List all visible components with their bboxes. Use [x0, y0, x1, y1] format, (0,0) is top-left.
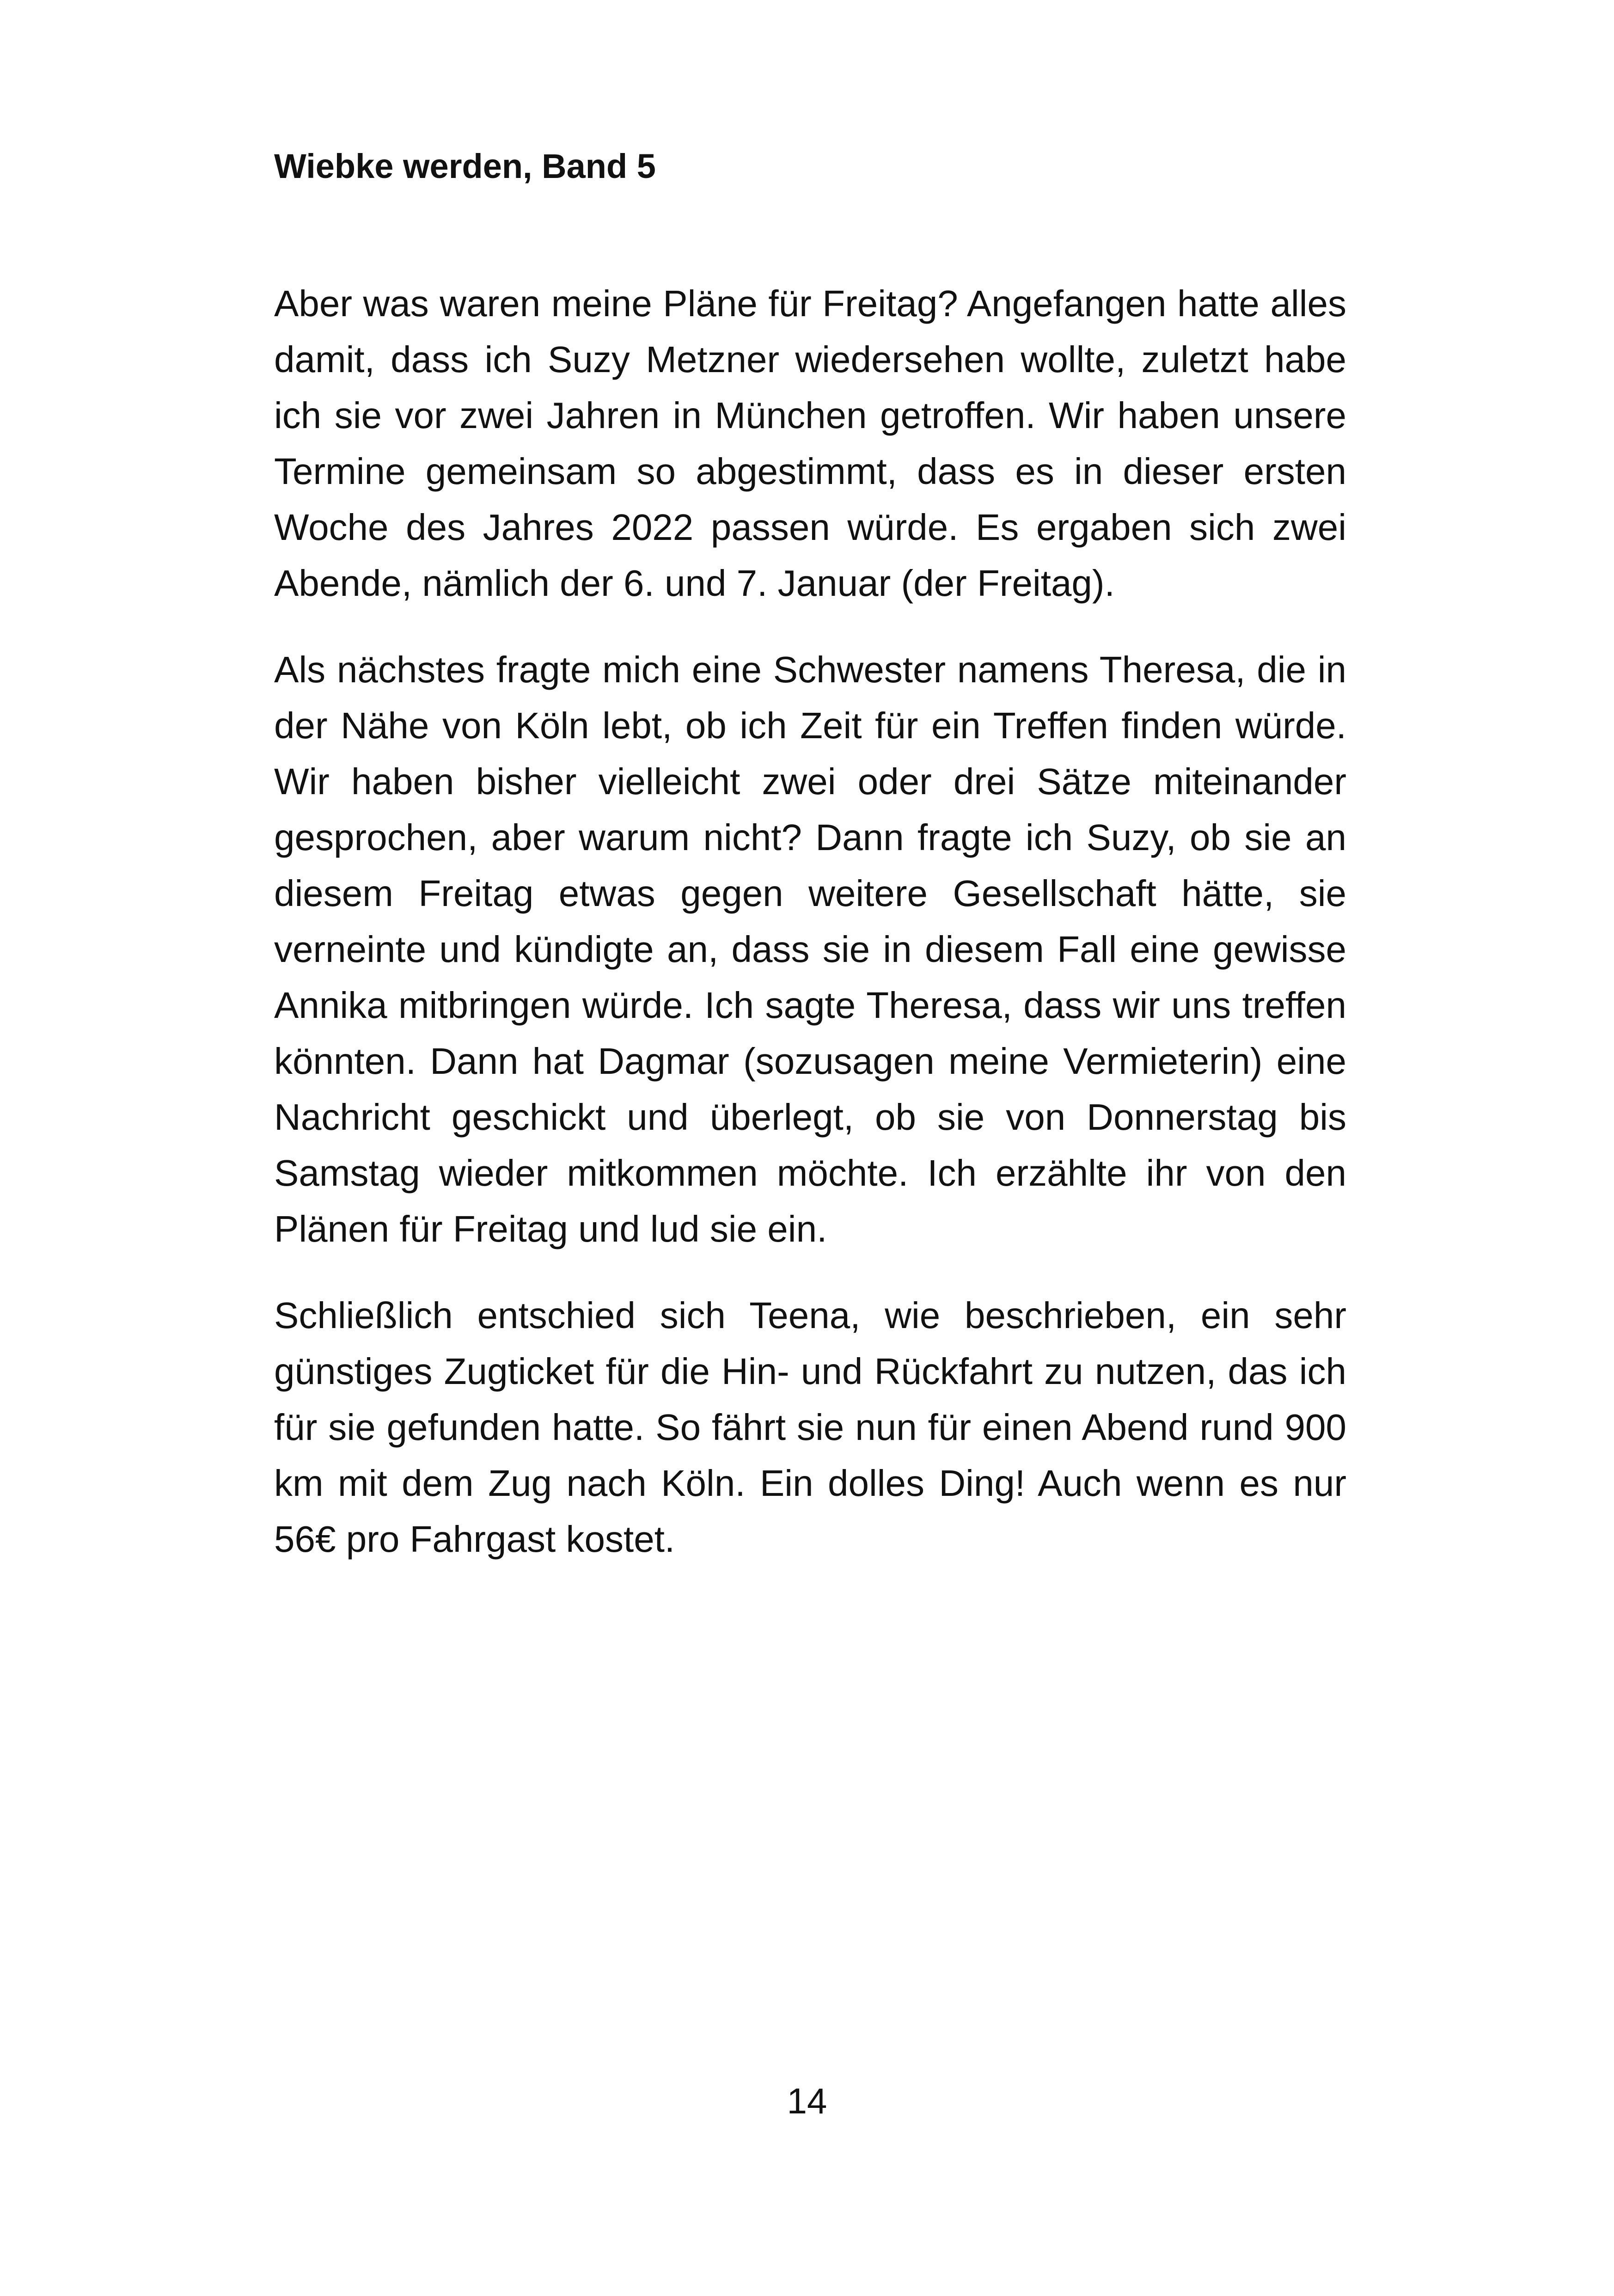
page-number: 14	[787, 2081, 827, 2121]
paragraph-2: Als nächstes fragte mich eine Schwester namens Theresa, die in der Nähe von Köln lebt, ob ich Zeit für ein Treffen finden würde. Wir haben bisher vielleicht zwei oder drei Sätze miteinander gesprochen, aber warum nicht? Dann fragte ich Suzy, ob sie an diesem Freitag etwas gegen weitere Gesellschaft hätte, sie verneinte und kündigte an, dass sie in diesem Fall eine gewisse Annika mitbringen würde. Ich sagte Theresa, dass wir uns treffen könnten. Dann hat Dagmar (sozusagen meine Vermieterin) eine Nachricht geschickt und überlegt, ob sie von Donnerstag bis Samstag wieder mitkommen möchte. Ich erzählte ihr von den Plänen für Freitag und lud sie ein.	[274, 649, 1346, 1249]
body-text	[274, 276, 1346, 1598]
paragraph-1: Aber was waren meine Pläne für Freitag? Angefangen hatte alles damit, dass ich Suzy Metzner wiedersehen wollte, zuletzt habe ich sie vor zwei Jahren in München getroffen. Wir haben unsere Termine gemeinsam so abgestimmt, dass es in dieser ersten Woche des Jahres 2022 passen würde. Es ergaben sich zwei Abende, nämlich der 6. und 7. Januar (der Freitag).	[274, 283, 1346, 604]
paragraph-3: Schließlich entschied sich Teena, wie beschrieben, ein sehr günstiges Zugticket für die Hin- und Rückfahrt zu nutzen, das ich für sie gefunden hatte. So fährt sie nun für einen Abend rund 900 km mit dem Zug nach Köln. Ein dolles Ding! Auch wenn es nur 56€ pro Fahrgast kostet.	[274, 1295, 1346, 1560]
running-header: Wiebke werden, Band 5	[274, 147, 656, 185]
